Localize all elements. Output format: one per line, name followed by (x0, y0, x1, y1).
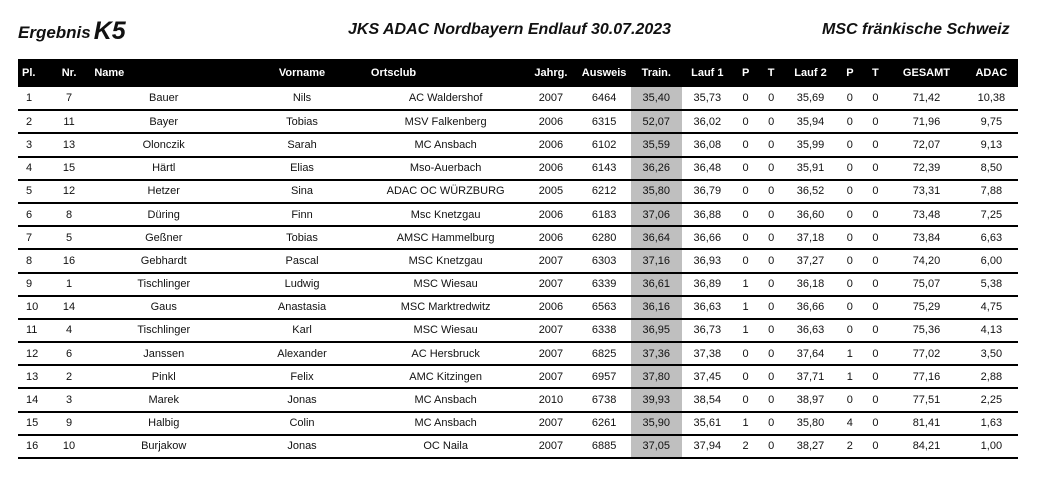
cell-p2: 1 (837, 342, 863, 365)
cell-ortsclub: MSC Marktredwitz (367, 296, 524, 319)
cell-t2: 0 (863, 296, 889, 319)
cell-ausweis: 6885 (578, 435, 631, 458)
cell-t2: 0 (863, 249, 889, 272)
cell-pl: 10 (18, 296, 48, 319)
cell-lauf1: 35,61 (682, 412, 733, 435)
cell-t2: 0 (863, 273, 889, 296)
cell-jahrg: 2006 (524, 110, 577, 133)
cell-t1: 0 (758, 87, 784, 110)
cell-vorname: Nils (237, 87, 367, 110)
cell-train: 36,95 (631, 319, 682, 342)
cell-gesamt: 75,29 (888, 296, 965, 319)
cell-adac: 6,63 (965, 226, 1018, 249)
cell-nr: 4 (48, 319, 91, 342)
cell-lauf2: 35,91 (784, 157, 837, 180)
col-header-name: Name (94, 67, 125, 79)
cell-lauf2: 35,80 (784, 412, 837, 435)
table-header-row (18, 59, 1018, 87)
table-row (18, 296, 1018, 319)
cell-nr: 1 (48, 273, 91, 296)
cell-gesamt: 77,51 (888, 388, 965, 411)
cell-adac: 1,63 (965, 412, 1018, 435)
cell-ortsclub: MC Ansbach (367, 133, 524, 156)
cell-t1: 0 (758, 388, 784, 411)
cell-lauf1: 35,73 (682, 87, 733, 110)
cell-train: 37,06 (631, 203, 682, 226)
table-row (18, 365, 1018, 388)
cell-train: 52,07 (631, 110, 682, 133)
cell-p2: 0 (837, 296, 863, 319)
col-header-jahrg: Jahrg. (534, 67, 568, 79)
col-header-ortsclub: Ortsclub (370, 67, 417, 79)
table-row (18, 203, 1018, 226)
cell-p2: 0 (837, 157, 863, 180)
cell-vorname: Sina (237, 180, 367, 203)
cell-p1: 2 (733, 435, 759, 458)
col-header-lauf2: Lauf 2 (794, 67, 827, 79)
cell-pl: 6 (18, 203, 48, 226)
table-row (18, 157, 1018, 180)
cell-t1: 0 (758, 273, 784, 296)
cell-t1: 0 (758, 249, 784, 272)
cell-jahrg: 2007 (524, 319, 577, 342)
cell-ausweis: 6315 (578, 110, 631, 133)
cell-t1: 0 (758, 226, 784, 249)
cell-p2: 2 (837, 435, 863, 458)
cell-gesamt: 84,21 (888, 435, 965, 458)
cell-pl: 11 (18, 319, 48, 342)
cell-jahrg: 2006 (524, 133, 577, 156)
cell-name: Olonczik (90, 133, 237, 156)
cell-lauf2: 38,27 (784, 435, 837, 458)
cell-gesamt: 75,36 (888, 319, 965, 342)
cell-adac: 4,13 (965, 319, 1018, 342)
cell-p1: 0 (733, 365, 759, 388)
cell-p2: 0 (837, 388, 863, 411)
cell-jahrg: 2007 (524, 435, 577, 458)
table-row (18, 87, 1018, 110)
cell-train: 37,16 (631, 249, 682, 272)
cell-p1: 0 (733, 226, 759, 249)
cell-lauf1: 36,66 (682, 226, 733, 249)
cell-train: 35,59 (631, 133, 682, 156)
cell-ortsclub: AC Waldershof (367, 87, 524, 110)
cell-name: Tischlinger (90, 319, 237, 342)
cell-t2: 0 (863, 435, 889, 458)
cell-p1: 1 (733, 296, 759, 319)
organizer-title: MSC fränkische Schweiz (822, 21, 1010, 38)
cell-ortsclub: AMC Kitzingen (367, 365, 524, 388)
cell-vorname: Elias (237, 157, 367, 180)
cell-vorname: Pascal (237, 249, 367, 272)
col-header-vorname: Vorname (278, 67, 326, 79)
cell-nr: 10 (48, 435, 91, 458)
cell-ortsclub: MSC Wiesau (367, 319, 524, 342)
cell-gesamt: 72,39 (888, 157, 965, 180)
cell-adac: 4,75 (965, 296, 1018, 319)
cell-nr: 3 (48, 388, 91, 411)
cell-pl: 1 (18, 87, 48, 110)
results-table (18, 59, 1018, 459)
cell-t2: 0 (863, 87, 889, 110)
cell-train: 35,40 (631, 87, 682, 110)
cell-t1: 0 (758, 180, 784, 203)
col-header-ausweis: Ausweis (581, 67, 627, 79)
cell-lauf1: 36,89 (682, 273, 733, 296)
cell-t2: 0 (863, 133, 889, 156)
cell-train: 37,80 (631, 365, 682, 388)
cell-pl: 2 (18, 110, 48, 133)
cell-jahrg: 2007 (524, 342, 577, 365)
cell-t2: 0 (863, 388, 889, 411)
cell-t2: 0 (863, 110, 889, 133)
cell-nr: 8 (48, 203, 91, 226)
cell-t2: 0 (863, 412, 889, 435)
cell-p2: 0 (837, 133, 863, 156)
cell-ausweis: 6102 (578, 133, 631, 156)
cell-lauf1: 36,73 (682, 319, 733, 342)
cell-adac: 1,00 (965, 435, 1018, 458)
cell-train: 35,90 (631, 412, 682, 435)
cell-vorname: Sarah (237, 133, 367, 156)
cell-adac: 9,75 (965, 110, 1018, 133)
cell-p1: 0 (733, 133, 759, 156)
cell-p1: 0 (733, 157, 759, 180)
cell-nr: 16 (48, 249, 91, 272)
cell-lauf1: 37,38 (682, 342, 733, 365)
cell-lauf2: 36,18 (784, 273, 837, 296)
table-row (18, 388, 1018, 411)
cell-ausweis: 6825 (578, 342, 631, 365)
cell-train: 36,61 (631, 273, 682, 296)
cell-pl: 9 (18, 273, 48, 296)
col-header-t2: T (872, 67, 879, 79)
cell-adac: 5,38 (965, 273, 1018, 296)
cell-adac: 7,88 (965, 180, 1018, 203)
cell-name: Gebhardt (90, 249, 237, 272)
cell-jahrg: 2006 (524, 203, 577, 226)
cell-ortsclub: MC Ansbach (367, 388, 524, 411)
cell-adac: 8,50 (965, 157, 1018, 180)
col-header-p1: P (741, 67, 750, 79)
cell-ausweis: 6738 (578, 388, 631, 411)
cell-name: Bauer (90, 87, 237, 110)
cell-jahrg: 2005 (524, 180, 577, 203)
cell-lauf1: 36,79 (682, 180, 733, 203)
table-row (18, 133, 1018, 156)
cell-ausweis: 6212 (578, 180, 631, 203)
cell-t1: 0 (758, 157, 784, 180)
cell-vorname: Tobias (237, 226, 367, 249)
table-row (18, 319, 1018, 342)
cell-lauf1: 36,93 (682, 249, 733, 272)
cell-p1: 0 (733, 388, 759, 411)
cell-name: Marek (90, 388, 237, 411)
cell-adac: 2,88 (965, 365, 1018, 388)
cell-t2: 0 (863, 203, 889, 226)
cell-lauf1: 37,45 (682, 365, 733, 388)
cell-nr: 9 (48, 412, 91, 435)
cell-pl: 12 (18, 342, 48, 365)
cell-vorname: Ludwig (237, 273, 367, 296)
cell-t1: 0 (758, 342, 784, 365)
col-header-t1: T (767, 67, 775, 79)
cell-ausweis: 6339 (578, 273, 631, 296)
table-row (18, 110, 1018, 133)
cell-gesamt: 81,41 (888, 412, 965, 435)
cell-lauf2: 38,97 (784, 388, 837, 411)
cell-vorname: Jonas (237, 388, 367, 411)
cell-vorname: Tobias (237, 110, 367, 133)
cell-p1: 0 (733, 87, 759, 110)
cell-nr: 14 (48, 296, 91, 319)
cell-nr: 2 (48, 365, 91, 388)
cell-vorname: Finn (237, 203, 367, 226)
cell-ausweis: 6957 (578, 365, 631, 388)
cell-pl: 3 (18, 133, 48, 156)
cell-adac: 9,13 (965, 133, 1018, 156)
cell-pl: 4 (18, 157, 48, 180)
cell-nr: 12 (48, 180, 91, 203)
cell-train: 37,36 (631, 342, 682, 365)
cell-train: 37,05 (631, 435, 682, 458)
cell-name: Pinkl (90, 365, 237, 388)
result-prefix: Ergebnis (18, 23, 91, 42)
cell-p2: 0 (837, 249, 863, 272)
cell-train: 35,80 (631, 180, 682, 203)
cell-p1: 1 (733, 273, 759, 296)
table-row (18, 180, 1018, 203)
cell-pl: 13 (18, 365, 48, 388)
cell-adac: 3,50 (965, 342, 1018, 365)
cell-lauf2: 35,99 (784, 133, 837, 156)
cell-t2: 0 (863, 319, 889, 342)
cell-name: Halbig (90, 412, 237, 435)
cell-lauf2: 36,66 (784, 296, 837, 319)
cell-name: Janssen (90, 342, 237, 365)
cell-ortsclub: AMSC Hammelburg (367, 226, 524, 249)
cell-gesamt: 75,07 (888, 273, 965, 296)
cell-pl: 14 (18, 388, 48, 411)
cell-ausweis: 6338 (578, 319, 631, 342)
cell-jahrg: 2010 (524, 388, 577, 411)
cell-ausweis: 6303 (578, 249, 631, 272)
cell-nr: 13 (48, 133, 91, 156)
cell-p2: 1 (837, 365, 863, 388)
cell-t1: 0 (758, 296, 784, 319)
col-header-pl: Pl. (22, 67, 36, 79)
cell-name: Geßner (90, 226, 237, 249)
cell-p1: 0 (733, 180, 759, 203)
cell-name: Gaus (90, 296, 237, 319)
cell-name: Tischlinger (90, 273, 237, 296)
cell-vorname: Jonas (237, 435, 367, 458)
cell-t1: 0 (758, 365, 784, 388)
cell-lauf1: 36,02 (682, 110, 733, 133)
cell-ausweis: 6464 (578, 87, 631, 110)
cell-p2: 0 (837, 319, 863, 342)
cell-gesamt: 77,16 (888, 365, 965, 388)
table-row (18, 249, 1018, 272)
page-header (0, 12, 1055, 46)
cell-p1: 0 (733, 249, 759, 272)
cell-p1: 1 (733, 319, 759, 342)
cell-jahrg: 2007 (524, 412, 577, 435)
cell-jahrg: 2007 (524, 365, 577, 388)
cell-gesamt: 73,31 (888, 180, 965, 203)
cell-t1: 0 (758, 133, 784, 156)
col-header-p2: P (846, 67, 854, 79)
cell-adac: 6,00 (965, 249, 1018, 272)
col-header-lauf1: Lauf 1 (691, 67, 724, 79)
cell-lauf2: 37,71 (784, 365, 837, 388)
cell-lauf1: 36,48 (682, 157, 733, 180)
cell-pl: 15 (18, 412, 48, 435)
cell-t2: 0 (863, 157, 889, 180)
cell-p2: 0 (837, 273, 863, 296)
cell-lauf2: 36,52 (784, 180, 837, 203)
cell-ortsclub: Mso-Auerbach (367, 157, 524, 180)
cell-t1: 0 (758, 203, 784, 226)
cell-t2: 0 (863, 365, 889, 388)
cell-gesamt: 74,20 (888, 249, 965, 272)
event-title: JKS ADAC Nordbayern Endlauf 30.07.2023 (348, 21, 672, 38)
cell-p1: 0 (733, 203, 759, 226)
class-code: K5 (93, 17, 126, 45)
cell-adac: 10,38 (965, 87, 1018, 110)
table-row (18, 435, 1018, 458)
cell-vorname: Colin (237, 412, 367, 435)
cell-t1: 0 (758, 319, 784, 342)
cell-lauf2: 37,64 (784, 342, 837, 365)
cell-jahrg: 2006 (524, 157, 577, 180)
cell-p1: 1 (733, 412, 759, 435)
cell-name: Burjakow (90, 435, 237, 458)
cell-p2: 4 (837, 412, 863, 435)
cell-ortsclub: Msc Knetzgau (367, 203, 524, 226)
cell-ausweis: 6143 (578, 157, 631, 180)
cell-t1: 0 (758, 110, 784, 133)
cell-name: Bayer (90, 110, 237, 133)
cell-p2: 0 (837, 180, 863, 203)
cell-nr: 6 (48, 342, 91, 365)
cell-train: 36,16 (631, 296, 682, 319)
cell-jahrg: 2007 (524, 249, 577, 272)
cell-name: Härtl (90, 157, 237, 180)
col-header-gesamt: GESAMT (902, 67, 950, 79)
cell-jahrg: 2007 (524, 273, 577, 296)
cell-p2: 0 (837, 226, 863, 249)
cell-pl: 5 (18, 180, 48, 203)
cell-ausweis: 6280 (578, 226, 631, 249)
cell-lauf2: 37,18 (784, 226, 837, 249)
cell-lauf1: 36,08 (682, 133, 733, 156)
cell-ortsclub: MSV Falkenberg (367, 110, 524, 133)
cell-ortsclub: MSC Knetzgau (367, 249, 524, 272)
cell-lauf2: 36,63 (784, 319, 837, 342)
cell-ortsclub: MSC Wiesau (367, 273, 524, 296)
cell-train: 36,64 (631, 226, 682, 249)
cell-train: 36,26 (631, 157, 682, 180)
cell-jahrg: 2007 (524, 87, 577, 110)
cell-lauf2: 36,60 (784, 203, 837, 226)
table-row (18, 342, 1018, 365)
cell-gesamt: 73,48 (888, 203, 965, 226)
cell-gesamt: 72,07 (888, 133, 965, 156)
cell-gesamt: 73,84 (888, 226, 965, 249)
cell-nr: 5 (48, 226, 91, 249)
cell-p2: 0 (837, 110, 863, 133)
cell-ausweis: 6261 (578, 412, 631, 435)
cell-vorname: Alexander (237, 342, 367, 365)
cell-vorname: Felix (237, 365, 367, 388)
col-header-train: Train. (641, 67, 671, 79)
cell-t1: 0 (758, 412, 784, 435)
result-label (18, 16, 126, 45)
cell-ortsclub: AC Hersbruck (367, 342, 524, 365)
cell-lauf2: 35,69 (784, 87, 837, 110)
cell-t2: 0 (863, 342, 889, 365)
cell-ortsclub: MC Ansbach (367, 412, 524, 435)
table-row (18, 226, 1018, 249)
cell-nr: 11 (48, 110, 91, 133)
cell-jahrg: 2006 (524, 226, 577, 249)
cell-gesamt: 71,96 (888, 110, 965, 133)
cell-lauf1: 38,54 (682, 388, 733, 411)
col-header-nr: Nr. (61, 67, 77, 79)
cell-gesamt: 77,02 (888, 342, 965, 365)
cell-nr: 7 (48, 87, 91, 110)
cell-t2: 0 (863, 226, 889, 249)
table-row (18, 412, 1018, 435)
cell-lauf2: 35,94 (784, 110, 837, 133)
cell-pl: 7 (18, 226, 48, 249)
cell-lauf1: 36,63 (682, 296, 733, 319)
cell-lauf2: 37,27 (784, 249, 837, 272)
cell-ausweis: 6183 (578, 203, 631, 226)
cell-nr: 15 (48, 157, 91, 180)
cell-lauf1: 36,88 (682, 203, 733, 226)
cell-p1: 0 (733, 342, 759, 365)
cell-ortsclub: ADAC OC WÜRZBURG (367, 180, 524, 203)
cell-adac: 2,25 (965, 388, 1018, 411)
cell-t1: 0 (758, 435, 784, 458)
cell-pl: 8 (18, 249, 48, 272)
cell-p2: 0 (837, 87, 863, 110)
cell-name: Hetzer (90, 180, 237, 203)
cell-gesamt: 71,42 (888, 87, 965, 110)
cell-vorname: Anastasia (237, 296, 367, 319)
cell-t2: 0 (863, 180, 889, 203)
cell-p1: 0 (733, 110, 759, 133)
cell-adac: 7,25 (965, 203, 1018, 226)
cell-lauf1: 37,94 (682, 435, 733, 458)
cell-pl: 16 (18, 435, 48, 458)
cell-ausweis: 6563 (578, 296, 631, 319)
col-header-adac: ADAC (975, 67, 1008, 79)
cell-vorname: Karl (237, 319, 367, 342)
cell-name: Düring (90, 203, 237, 226)
cell-ortsclub: OC Naila (367, 435, 524, 458)
cell-train: 39,93 (631, 388, 682, 411)
table-row (18, 273, 1018, 296)
cell-jahrg: 2006 (524, 296, 577, 319)
cell-p2: 0 (837, 203, 863, 226)
